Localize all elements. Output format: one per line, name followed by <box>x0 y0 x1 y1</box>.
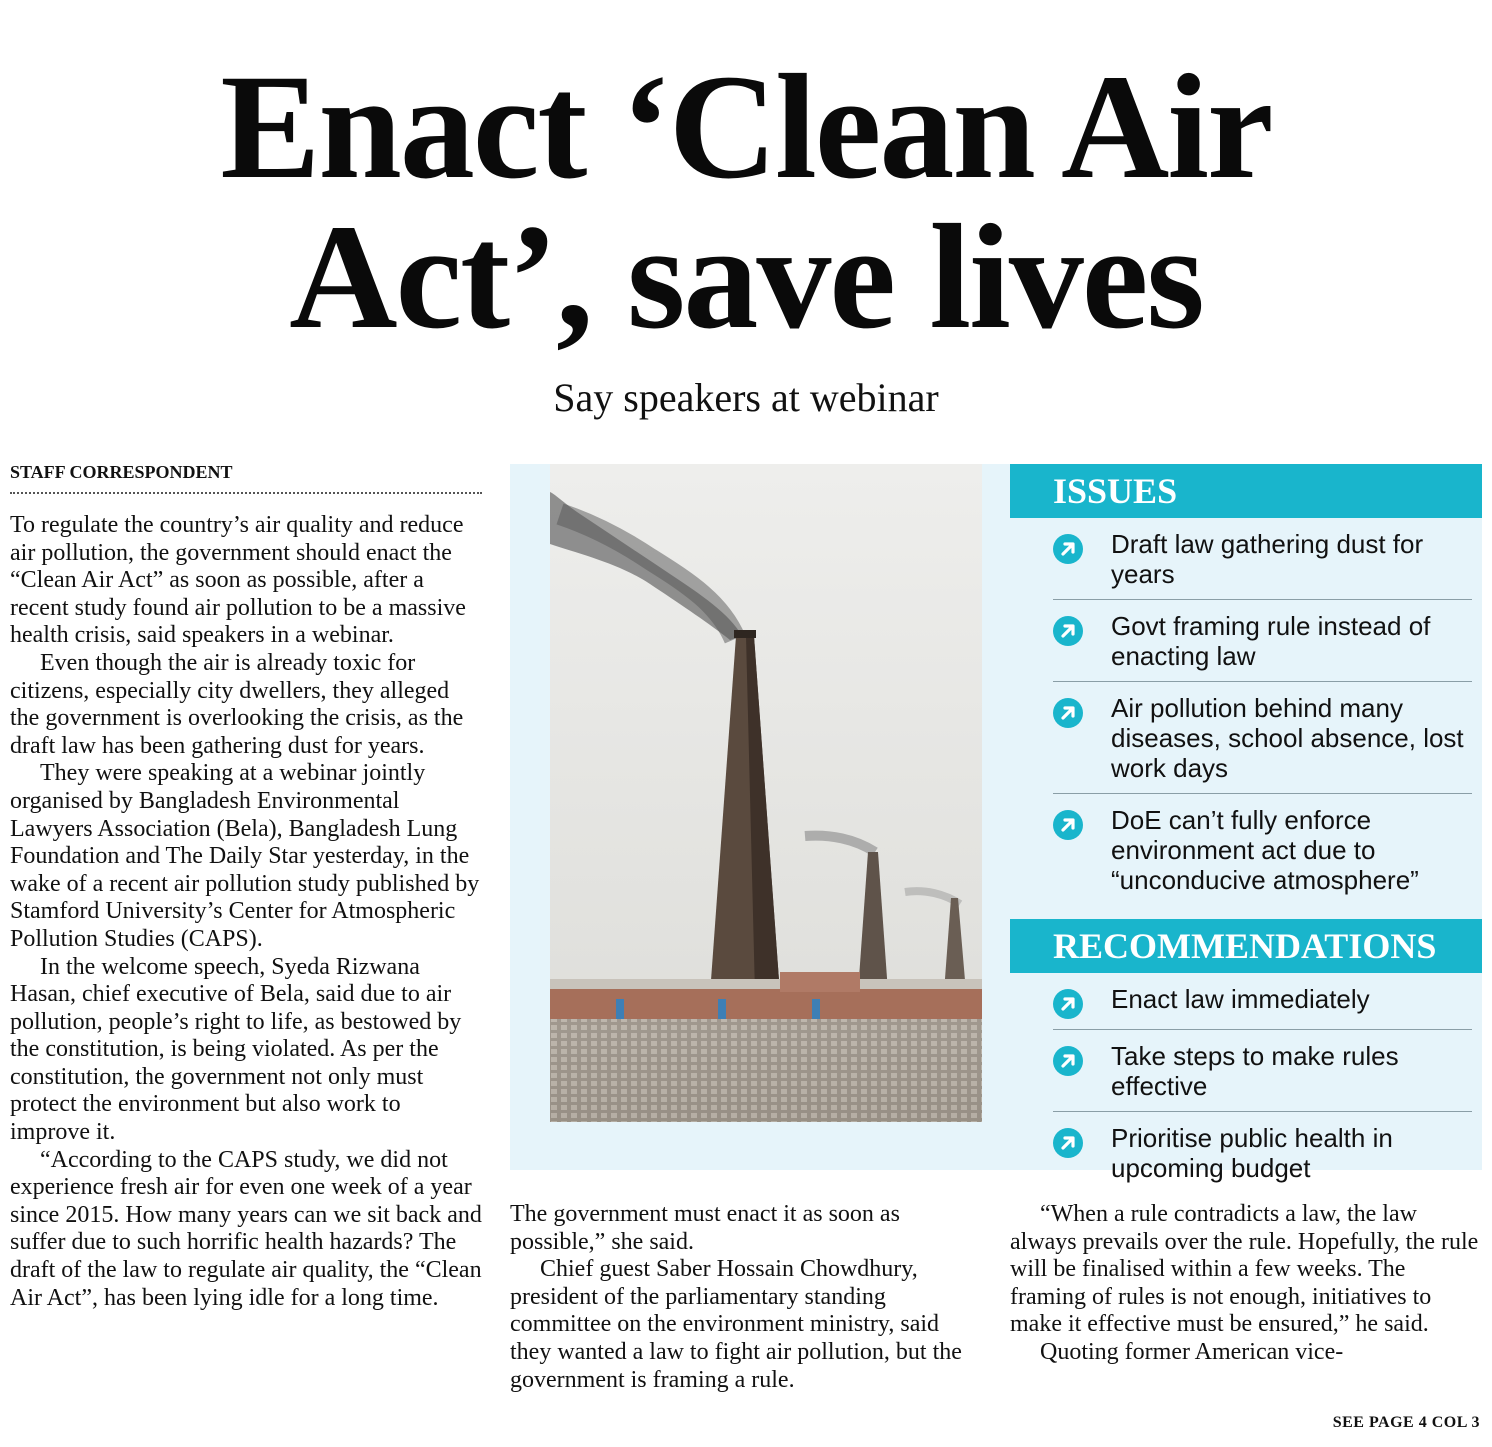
headline <box>0 44 1492 360</box>
subheadline: Say speakers at webinar <box>553 375 939 420</box>
arrow-up-right-circle-icon <box>1053 698 1083 728</box>
paragraph: The government must enact it as soon as possible,” she said. <box>510 1201 900 1255</box>
issue-item <box>1053 518 1472 600</box>
recommendations-heading: RECOMMENDATIONS <box>1010 919 1482 973</box>
brick-kiln-chimneys-photo <box>550 464 982 1122</box>
issues-heading: ISSUES <box>1010 464 1482 518</box>
recommendation-text: Enact law immediately <box>1111 984 1370 1014</box>
issue-text: Govt framing rule instead of enacting law <box>1111 611 1431 671</box>
recommendations-list <box>1010 973 1482 1193</box>
paragraph: Quoting former American vice- <box>1040 1338 1344 1365</box>
recommendation-item <box>1053 973 1472 1030</box>
issue-item <box>1053 794 1472 905</box>
issue-item <box>1053 682 1472 794</box>
paragraph: They were speaking at a webinar jointly organised by Bangladesh Environmental Lawyers Association (Bela), Bangladesh Lung Foundation and The Daily Star yesterday, in the wake of a recent air pollution study published by Stamford University’s Center for Atmospheric Pollution Studies (CAPS). <box>10 760 480 952</box>
arrow-up-right-circle-icon <box>1053 534 1083 564</box>
feature-panel <box>510 464 1482 1183</box>
headline-line-2: Act’, save lives <box>289 194 1203 360</box>
recommendation-text: Prioritise public health in upcoming budget <box>1111 1123 1393 1183</box>
issue-item <box>1053 600 1472 682</box>
continuation-note: SEE PAGE 4 COL 3 <box>1332 1414 1480 1431</box>
headline-line-1: Enact ‘Clean Air <box>220 44 1272 210</box>
paragraph: In the welcome speech, Syeda Rizwana Hasan, chief executive of Bela, said due to air pollution, people’s right to life, as bestowed by the constitution, is being violated. As per the constitution, the government not only must protect the environment but also work to improve it. <box>10 953 462 1146</box>
paragraph: “When a rule contradicts a law, the law always prevails over the rule. Hopefully, the rule will be finalised within a few weeks. The framing of rules is not enough, initiatives to make it effective must be ensured,” he said. <box>1010 1201 1479 1338</box>
arrow-up-right-circle-icon <box>1053 810 1083 840</box>
recommendation-item <box>1053 1112 1472 1193</box>
article-column-1 <box>10 512 482 1312</box>
byline: STAFF CORRESPONDENT <box>10 460 482 494</box>
issue-text: Draft law gathering dust for years <box>1111 529 1424 589</box>
paragraph: Even though the air is already toxic for citizens, especially city dwellers, they alleged the government is overlooking the crisis, as the draft law has been gathering dust for years. <box>10 649 464 759</box>
article-column-2 <box>510 1201 970 1394</box>
arrow-up-right-circle-icon <box>1053 989 1083 1019</box>
arrow-up-right-circle-icon <box>1053 1128 1083 1158</box>
article-column-3 <box>1010 1201 1482 1367</box>
infobox <box>1010 464 1482 1193</box>
arrow-up-right-circle-icon <box>1053 1046 1083 1076</box>
issue-text: Air pollution behind many diseases, school absence, lost work days <box>1111 693 1464 783</box>
paragraph: “According to the CAPS study, we did not experience fresh air for even one week of a year since 2015. How many years can we sit back and suffer due to such horrific health hazards? The draft of the law to regulate air quality, the “Clean Air Act”, has been lying idle for a long time. <box>10 1146 482 1311</box>
recommendation-item <box>1053 1030 1472 1112</box>
paragraph: Chief guest Saber Hossain Chowdhury, president of the parliamentary standing committee on the environment ministry, said they wanted a law to fight air pollution, but the government is framing a rule. <box>510 1256 962 1393</box>
issues-list <box>1010 518 1482 905</box>
recommendation-text: Take steps to make rules effective <box>1111 1041 1399 1101</box>
paragraph: To regulate the country’s air quality and reduce air pollution, the government should enact the “Clean Air Act” as soon as possible, after a recent study found air pollution to be a massive health crisis, said speakers in a webinar. <box>10 512 466 649</box>
issue-text: DoE can’t fully enforce environment act due to “unconducive atmosphere” <box>1111 805 1419 895</box>
arrow-up-right-circle-icon <box>1053 616 1083 646</box>
